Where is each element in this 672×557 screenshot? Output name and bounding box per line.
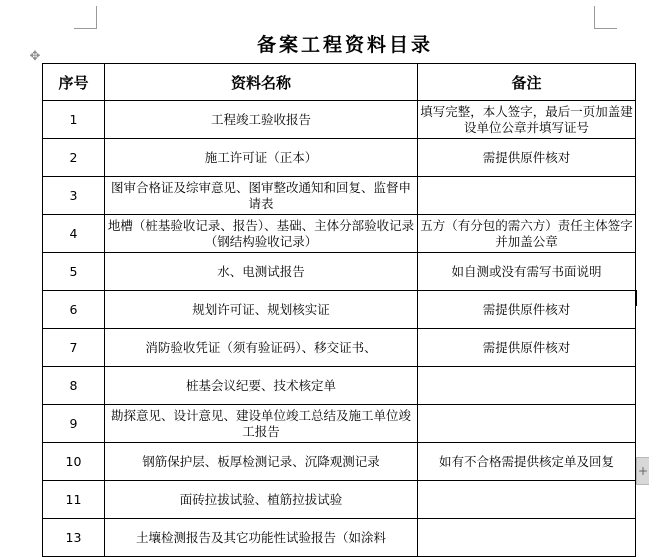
add-column-plus-icon[interactable]: + <box>636 457 649 485</box>
crop-mark-top-right <box>594 6 617 29</box>
column-header-note: 备注 <box>418 64 636 101</box>
remark: 需提供原件核对 <box>418 329 636 367</box>
material-name: 规划许可证、规划核实证 <box>105 291 418 329</box>
material-name: 桩基会议纪要、技术核定单 <box>105 367 418 405</box>
document-title: 备案工程资料目录 <box>256 34 433 56</box>
header-row <box>43 64 636 101</box>
row-number: 5 <box>43 253 105 291</box>
material-name: 水、电测试报告 <box>105 253 418 291</box>
material-name: 消防验收凭证（须有验证码）、移交证书、 <box>105 329 418 367</box>
material-name: 钢筋保护层、板厚检测记录、沉降观测记录 <box>105 443 418 481</box>
row-number: 9 <box>43 405 105 443</box>
remark <box>418 405 636 443</box>
row-number: 3 <box>43 177 105 215</box>
row-number: 2 <box>43 139 105 177</box>
remark <box>418 367 636 405</box>
remark: 如有不合格需提供核定单及回复 <box>418 443 636 481</box>
row-number: 10 <box>43 443 105 481</box>
table-row <box>43 481 636 519</box>
table-row <box>43 519 636 557</box>
material-name: 施工许可证（正本） <box>105 139 418 177</box>
table-row <box>43 139 636 177</box>
table-row <box>43 367 636 405</box>
row-number: 11 <box>43 481 105 519</box>
table-row <box>43 177 636 215</box>
table-row <box>43 405 636 443</box>
table-move-handle-icon[interactable]: ✥ <box>29 49 41 64</box>
row-number: 8 <box>43 367 105 405</box>
column-header-no: 序号 <box>43 64 105 101</box>
material-name: 工程竣工验收报告 <box>105 101 418 139</box>
row-number: 4 <box>43 215 105 253</box>
material-name: 土壤检测报告及其它功能性试验报告（如涂料 <box>105 519 418 557</box>
remark: 如自测或没有需写书面说明 <box>418 253 636 291</box>
crop-mark-top-left <box>74 6 97 29</box>
remark: 需提供原件核对 <box>418 291 636 329</box>
remark: 填写完整，本人签字，最后一页加盖建设单位公章并填写证号 <box>418 101 636 139</box>
table-row <box>43 101 636 139</box>
catalog-table <box>42 63 636 557</box>
remark: 五方（有分包的需六方）责任主体签字并加盖公章 <box>418 215 636 253</box>
remark <box>418 177 636 215</box>
text-cursor <box>635 290 637 306</box>
row-number: 13 <box>43 519 105 557</box>
remark <box>418 519 636 557</box>
material-name: 勘探意见、设计意见、建设单位竣工总结及施工单位竣工报告 <box>105 405 418 443</box>
row-number: 7 <box>43 329 105 367</box>
row-number: 1 <box>43 101 105 139</box>
remark: 需提供原件核对 <box>418 139 636 177</box>
row-number: 6 <box>43 291 105 329</box>
column-header-name: 资料名称 <box>105 64 418 101</box>
material-name: 面砖拉拔试验、植筋拉拔试验 <box>105 481 418 519</box>
table-row <box>43 291 636 329</box>
table-row <box>43 253 636 291</box>
table-row <box>43 215 636 253</box>
material-name: 地槽（桩基验收记录、报告）、基础、主体分部验收记录（钢结构验收记录） <box>105 215 418 253</box>
remark <box>418 481 636 519</box>
table-row <box>43 329 636 367</box>
table-row <box>43 443 636 481</box>
material-name: 图审合格证及综审意见、图审整改通知和回复、监督申请表 <box>105 177 418 215</box>
